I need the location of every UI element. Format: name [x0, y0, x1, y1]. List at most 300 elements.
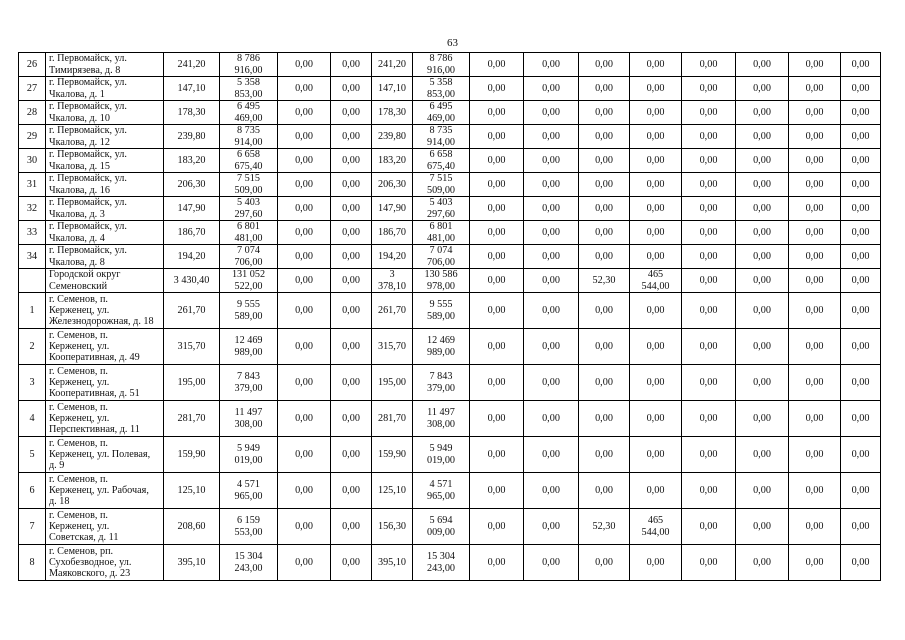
row-number-cell	[19, 53, 46, 77]
area-cell	[164, 77, 220, 101]
address-cell	[46, 173, 164, 197]
cell-text-line: 0,00	[295, 484, 313, 496]
cell-text-line: г. Семенов, п.	[49, 293, 108, 305]
cell-text-line: 5 949	[237, 443, 260, 455]
cell-text-line: 0,00	[542, 250, 560, 262]
cell-text-line: 8 735	[237, 125, 260, 137]
col-10-cell	[630, 473, 682, 509]
cell-text-line: 261,70	[377, 304, 406, 316]
cell-text-line: 0,00	[342, 304, 360, 316]
col-11-cell	[682, 293, 736, 329]
cell-text-line: 0,00	[295, 226, 313, 238]
cell-text-line: 0,00	[595, 106, 613, 118]
cell-text-line: 28	[26, 106, 38, 118]
cell-text-line: 395,10	[177, 556, 206, 568]
col-13-cell	[789, 125, 841, 149]
cell-text-line: 8 786	[237, 53, 260, 65]
cell-text-line: 26	[26, 58, 38, 70]
cell-text-line: 9 555	[237, 299, 260, 311]
cell-text-line: 147,10	[177, 82, 206, 94]
address-cell	[46, 221, 164, 245]
cell-text-line: 52,30	[592, 274, 616, 286]
cell-text-line: 0,00	[542, 178, 560, 190]
cell-text-line: 0,00	[295, 304, 313, 316]
area-2-cell	[372, 365, 413, 401]
area-2-cell	[372, 269, 413, 293]
col-4-cell	[331, 197, 372, 221]
col-10-cell	[630, 245, 682, 269]
cell-text-line: 1	[29, 304, 35, 316]
cell-text-line: 0,00	[805, 58, 824, 70]
col-9-cell	[579, 77, 630, 101]
total-cost-cell	[220, 437, 278, 473]
cost-2-cell	[413, 221, 470, 245]
cell-text-line: 0,00	[487, 154, 506, 166]
cell-text-line: г. Семенов, п.	[49, 365, 108, 377]
col-12-cell	[736, 197, 789, 221]
col-9-cell	[579, 197, 630, 221]
cell-text-line: 0,00	[342, 202, 360, 214]
row-number-cell	[19, 149, 46, 173]
col-7-cell	[470, 401, 524, 437]
area-cell	[164, 245, 220, 269]
col-4-cell	[331, 101, 372, 125]
cell-text-line: 0,00	[805, 82, 824, 94]
col-13-cell	[789, 365, 841, 401]
cell-text-line: 0,00	[851, 520, 870, 532]
cell-text-line: 019,00	[234, 454, 263, 466]
cell-text-line: 0,00	[851, 376, 870, 388]
cell-text-line: 7 515	[429, 173, 453, 185]
col-11-cell	[682, 53, 736, 77]
cell-text-line: 0,00	[646, 178, 665, 190]
cell-text-line: 465	[647, 269, 664, 281]
cell-text-line: Чкалова, д. 16	[49, 184, 110, 196]
col-10-cell	[630, 101, 682, 125]
col-9-cell	[579, 221, 630, 245]
cell-text-line: 0,00	[542, 106, 560, 118]
cell-text-line: 509,00	[426, 184, 455, 196]
cell-text-line: 0,00	[342, 106, 360, 118]
cell-text-line: 0,00	[851, 58, 870, 70]
total-cost-cell	[220, 125, 278, 149]
col-13-cell	[789, 437, 841, 473]
cell-text-line: 0,00	[753, 304, 771, 316]
col-10-cell	[630, 293, 682, 329]
total-cost-cell	[220, 401, 278, 437]
cell-text-line: 0,00	[487, 340, 506, 352]
cell-text-line: 989,00	[234, 346, 263, 358]
cell-text-line: 3	[389, 269, 395, 281]
cell-text-line: 6 658	[429, 149, 453, 161]
cell-text-line: г. Первомайск, ул.	[49, 245, 127, 257]
col-4-cell	[331, 329, 372, 365]
cell-text-line: Железнодорожная, д. 18	[49, 316, 154, 328]
cell-text-line: 0,00	[805, 484, 824, 496]
cell-text-line: 0,00	[646, 154, 665, 166]
cell-text-line: 395,10	[377, 556, 406, 568]
cell-text-line: 8	[29, 556, 35, 568]
cell-text-line: 0,00	[805, 250, 824, 262]
cell-text-line: 0,00	[699, 202, 718, 214]
cell-text-line: 11 497	[427, 407, 455, 419]
cell-text-line: 853,00	[234, 88, 263, 100]
col-4-cell	[331, 545, 372, 581]
col-12-cell	[736, 125, 789, 149]
col-14-cell	[841, 293, 881, 329]
cell-text-line: 7 515	[237, 173, 260, 185]
area-cell	[164, 437, 220, 473]
address-cell	[46, 293, 164, 329]
cell-text-line: Сухобезводное, ул.	[49, 556, 132, 568]
cell-text-line: 5 358	[429, 77, 453, 89]
cell-text-line: 0,00	[342, 520, 360, 532]
cost-2-cell	[413, 149, 470, 173]
cell-text-line: 0,00	[851, 274, 870, 286]
col-7-cell	[470, 509, 524, 545]
cell-text-line: 0,00	[753, 154, 771, 166]
cell-text-line: 195,00	[377, 376, 406, 388]
address-cell	[46, 509, 164, 545]
area-2-cell	[372, 245, 413, 269]
cell-text-line: 0,00	[646, 340, 665, 352]
col-4-cell	[331, 401, 372, 437]
cell-text-line: 0,00	[753, 202, 771, 214]
col-7-cell	[470, 545, 524, 581]
col-13-cell	[789, 53, 841, 77]
cell-text-line: 465	[647, 515, 664, 527]
cell-text-line: 6 495	[429, 101, 453, 113]
cell-text-line: 0,00	[295, 106, 313, 118]
cell-text-line: 0,00	[699, 376, 718, 388]
cell-text-line: 0,00	[805, 274, 824, 286]
table-row	[19, 401, 881, 437]
cell-text-line: 0,00	[342, 250, 360, 262]
cell-text-line: 0,00	[342, 340, 360, 352]
col-11-cell	[682, 125, 736, 149]
cell-text-line: 0,00	[851, 226, 870, 238]
col-3-cell	[278, 293, 331, 329]
cell-text-line: 0,00	[487, 82, 506, 94]
cell-text-line: 978,00	[426, 280, 455, 292]
table-row	[19, 329, 881, 365]
col-11-cell	[682, 329, 736, 365]
cell-text-line: 29	[26, 130, 38, 142]
area-cell	[164, 293, 220, 329]
cell-text-line: г. Первомайск, ул.	[49, 53, 127, 65]
col-13-cell	[789, 473, 841, 509]
table-row	[19, 221, 881, 245]
col-3-cell	[278, 401, 331, 437]
col-8-cell	[524, 149, 579, 173]
col-7-cell	[470, 53, 524, 77]
cell-text-line: Кооперативная, д. 49	[49, 352, 140, 364]
col-8-cell	[524, 545, 579, 581]
col-8-cell	[524, 77, 579, 101]
col-9-cell	[579, 149, 630, 173]
cell-text-line: 0,00	[646, 448, 665, 460]
cell-text-line: 0,00	[542, 484, 560, 496]
col-7-cell	[470, 77, 524, 101]
cell-text-line: 0,00	[487, 556, 506, 568]
address-cell	[46, 401, 164, 437]
cell-text-line: 0,00	[699, 154, 718, 166]
cell-text-line: 130 586	[424, 269, 458, 281]
col-7-cell	[470, 149, 524, 173]
area-cell	[164, 53, 220, 77]
cell-text-line: 0,00	[805, 340, 824, 352]
cell-text-line: 0,00	[699, 412, 718, 424]
cell-text-line: 522,00	[234, 280, 263, 292]
cell-text-line: Керженец, ул.	[49, 376, 110, 388]
area-cell	[164, 509, 220, 545]
address-cell	[46, 197, 164, 221]
cell-text-line: 194,20	[177, 250, 206, 262]
cell-text-line: 194,20	[377, 250, 406, 262]
col-9-cell	[579, 245, 630, 269]
cell-text-line: 0,00	[342, 226, 360, 238]
cell-text-line: 125,10	[177, 484, 206, 496]
cell-text-line: 0,00	[753, 250, 771, 262]
row-number-cell	[19, 173, 46, 197]
col-11-cell	[682, 545, 736, 581]
cell-text-line: 914,00	[426, 136, 455, 148]
col-3-cell	[278, 509, 331, 545]
area-2-cell	[372, 473, 413, 509]
area-cell	[164, 473, 220, 509]
cell-text-line: 544,00	[641, 526, 670, 538]
col-14-cell	[841, 401, 881, 437]
cell-text-line: 0,00	[295, 202, 313, 214]
row-number-cell	[19, 473, 46, 509]
cell-text-line: 0,00	[646, 58, 665, 70]
total-cost-cell	[220, 509, 278, 545]
col-13-cell	[789, 293, 841, 329]
total-cost-cell	[220, 173, 278, 197]
cell-text-line: 0,00	[646, 376, 665, 388]
row-number-cell	[19, 365, 46, 401]
cell-text-line: 706,00	[426, 256, 455, 268]
col-9-cell	[579, 401, 630, 437]
address-cell	[46, 101, 164, 125]
col-9-cell	[579, 53, 630, 77]
col-3-cell	[278, 173, 331, 197]
cell-text-line: 0,00	[487, 58, 506, 70]
col-9-cell	[579, 125, 630, 149]
row-number-cell	[19, 269, 46, 293]
col-10-cell	[630, 221, 682, 245]
col-3-cell	[278, 269, 331, 293]
cell-text-line: 0,00	[753, 58, 771, 70]
cell-text-line: 675,40	[234, 160, 263, 172]
cell-text-line: г. Первомайск, ул.	[49, 101, 127, 113]
table-row	[19, 293, 881, 329]
col-8-cell	[524, 173, 579, 197]
cell-text-line: Перспективная, д. 11	[49, 424, 140, 436]
cell-text-line: 6 801	[237, 221, 260, 233]
area-2-cell	[372, 509, 413, 545]
cell-text-line: 0,00	[295, 412, 313, 424]
table-row	[19, 101, 881, 125]
col-10-cell	[630, 77, 682, 101]
cell-text-line: 9 555	[429, 299, 453, 311]
cell-text-line: 156,30	[377, 520, 406, 532]
col-9-cell	[579, 545, 630, 581]
col-9-cell	[579, 269, 630, 293]
col-10-cell	[630, 173, 682, 197]
col-13-cell	[789, 173, 841, 197]
cell-text-line: 0,00	[753, 520, 771, 532]
cell-text-line: 0,00	[295, 448, 313, 460]
cell-text-line: Керженец, ул.	[49, 520, 110, 532]
cell-text-line: 5 694	[429, 515, 453, 527]
cell-text-line: 379,00	[234, 382, 263, 394]
cell-text-line: 261,70	[177, 304, 206, 316]
col-4-cell	[331, 365, 372, 401]
cell-text-line: 0,00	[487, 178, 506, 190]
cell-text-line: 0,00	[487, 412, 506, 424]
col-11-cell	[682, 221, 736, 245]
col-14-cell	[841, 125, 881, 149]
cell-text-line: 0,00	[646, 556, 665, 568]
total-cost-cell	[220, 473, 278, 509]
address-cell	[46, 269, 164, 293]
total-cost-cell	[220, 101, 278, 125]
cell-text-line: 0,00	[542, 556, 560, 568]
cell-text-line: 8 786	[429, 53, 453, 65]
col-13-cell	[789, 245, 841, 269]
cell-text-line: 0,00	[805, 520, 824, 532]
total-cost-cell	[220, 197, 278, 221]
total-cost-cell	[220, 77, 278, 101]
address-cell	[46, 329, 164, 365]
area-2-cell	[372, 221, 413, 245]
cell-text-line: Советская, д. 11	[49, 532, 119, 544]
row-number-cell	[19, 245, 46, 269]
cell-text-line: 0,00	[542, 520, 560, 532]
data-table	[18, 52, 881, 581]
cost-2-cell	[413, 329, 470, 365]
col-8-cell	[524, 365, 579, 401]
cell-text-line: 0,00	[753, 340, 771, 352]
cost-2-cell	[413, 125, 470, 149]
col-3-cell	[278, 149, 331, 173]
cell-text-line: 297,60	[426, 208, 455, 220]
cell-text-line: 0,00	[595, 58, 613, 70]
cell-text-line: 0,00	[542, 202, 560, 214]
col-10-cell	[630, 149, 682, 173]
cell-text-line: 5 949	[429, 443, 453, 455]
cell-text-line: 0,00	[542, 376, 560, 388]
cell-text-line: 0,00	[851, 178, 870, 190]
col-7-cell	[470, 329, 524, 365]
address-cell	[46, 365, 164, 401]
total-cost-cell	[220, 149, 278, 173]
col-14-cell	[841, 437, 881, 473]
col-9-cell	[579, 293, 630, 329]
cell-text-line: г. Семенов, п.	[49, 401, 108, 413]
cell-text-line: 0,00	[805, 178, 824, 190]
col-4-cell	[331, 473, 372, 509]
col-12-cell	[736, 77, 789, 101]
col-12-cell	[736, 173, 789, 197]
cell-text-line: 0,00	[295, 178, 313, 190]
area-cell	[164, 221, 220, 245]
cell-text-line: 281,70	[177, 412, 206, 424]
cell-text-line: 0,00	[342, 484, 360, 496]
row-number-cell	[19, 401, 46, 437]
cell-text-line: 6 495	[237, 101, 260, 113]
cell-text-line: 0,00	[295, 154, 313, 166]
col-3-cell	[278, 101, 331, 125]
table-row	[19, 245, 881, 269]
table-row	[19, 149, 881, 173]
cell-text-line: 0,00	[595, 376, 613, 388]
cell-text-line: Керженец, ул. Полевая,	[49, 448, 151, 460]
row-number-cell	[19, 125, 46, 149]
cell-text-line: 0,00	[595, 304, 613, 316]
cell-text-line: 914,00	[234, 136, 263, 148]
cell-text-line: 0,00	[542, 226, 560, 238]
cost-2-cell	[413, 509, 470, 545]
cell-text-line: 0,00	[342, 178, 360, 190]
cell-text-line: 589,00	[426, 310, 455, 322]
cell-text-line: д. 9	[49, 460, 65, 472]
table-row	[19, 197, 881, 221]
col-8-cell	[524, 473, 579, 509]
cell-text-line: 0,00	[542, 340, 560, 352]
col-12-cell	[736, 293, 789, 329]
address-cell	[46, 545, 164, 581]
col-8-cell	[524, 125, 579, 149]
col-3-cell	[278, 473, 331, 509]
area-cell	[164, 173, 220, 197]
cell-text-line: 7 843	[237, 371, 260, 383]
cell-text-line: 0,00	[342, 556, 360, 568]
cell-text-line: 5 403	[429, 197, 453, 209]
col-9-cell	[579, 365, 630, 401]
cell-text-line: 0,00	[342, 448, 360, 460]
row-number-cell	[19, 329, 46, 365]
col-4-cell	[331, 509, 372, 545]
cell-text-line: 0,00	[646, 106, 665, 118]
cell-text-line: 0,00	[699, 250, 718, 262]
col-7-cell	[470, 473, 524, 509]
table-row	[19, 269, 881, 293]
cell-text-line: 0,00	[542, 304, 560, 316]
cost-2-cell	[413, 365, 470, 401]
col-3-cell	[278, 329, 331, 365]
cell-text-line: 0,00	[805, 154, 824, 166]
cell-text-line: Чкалова, д. 10	[49, 112, 110, 124]
cell-text-line: 0,00	[595, 340, 613, 352]
cell-text-line: 0,00	[851, 340, 870, 352]
cell-text-line: 0,00	[851, 556, 870, 568]
cell-text-line: 0,00	[851, 154, 870, 166]
cell-text-line: 0,00	[753, 484, 771, 496]
cell-text-line: Керженец, ул.	[49, 340, 110, 352]
col-4-cell	[331, 269, 372, 293]
cell-text-line: 0,00	[646, 130, 665, 142]
cost-2-cell	[413, 269, 470, 293]
cell-text-line: 0,00	[342, 376, 360, 388]
cost-2-cell	[413, 245, 470, 269]
cell-text-line: 7 074	[429, 245, 453, 257]
cost-2-cell	[413, 101, 470, 125]
col-8-cell	[524, 509, 579, 545]
table-row	[19, 509, 881, 545]
cell-text-line: 0,00	[342, 58, 360, 70]
